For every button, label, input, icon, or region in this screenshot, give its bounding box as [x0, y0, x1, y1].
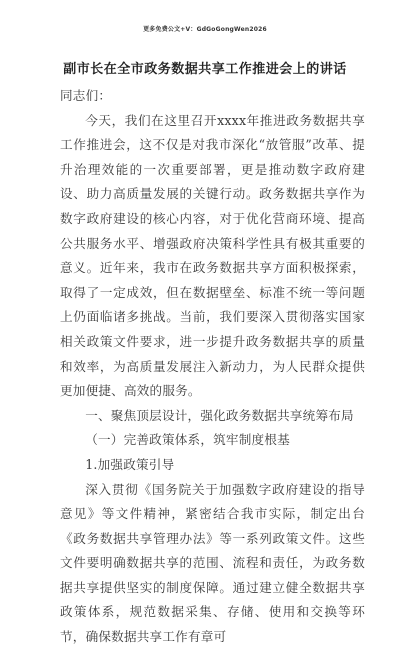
subsection-heading-1: （一）完善政策体系，筑牢制度根基: [85, 432, 290, 448]
paragraph-policy: 深入贯彻《国务院关于加强数字政府建设的指导意见》等文件精神，紧密结合我市实际，制定出台《政务数据共享管理办法》等一系列政策文件。这些文件要明确数据共享的范围、流程和责任，为政务数据共享提供坚实的制度保障。通过建立健全数据共享政策体系，规范数据采集、存储、使用和交换等环节，确保数据共享工作有章可: [60, 481, 365, 645]
header-note: 更多免费公文+V：GdGoGongWen2026: [143, 26, 267, 33]
section-heading-1: 一、聚焦顶层设计，强化政务数据共享统筹布局: [85, 407, 354, 423]
document-title: 副市长在全市政务数据共享工作推进会上的讲话: [63, 62, 347, 77]
paragraph-intro: 今天，我们在这里召开xxxx年推进政务数据共享工作推进会，这不仅是对我市深化“放管服”改革、提升治理效能的一次重要部署，更是推动数字政府建设、助力高质量发展的关键行动。政务数据共享作为数字政府建设的核心内容，对于优化营商环境、提高公共服务水平、增强政府决策科学性具有极其重要的意义。近年来，我市在政务数据共享方面积极探索，取得了一定成效，但在数据壁垒、标准不统一等问题上仍面临诸多挑战。当前，我们要深入贯彻落实国家相关政策文件要求，进一步提升政务数据共享的质量和效率，为高质量发展注入新动力，为人民群众提供更加便捷、高效的服务。: [60, 112, 365, 399]
item-heading-1: 1.加强政策引导: [85, 456, 175, 472]
salutation: 同志们：: [60, 88, 112, 103]
document-body: [60, 84, 365, 650]
